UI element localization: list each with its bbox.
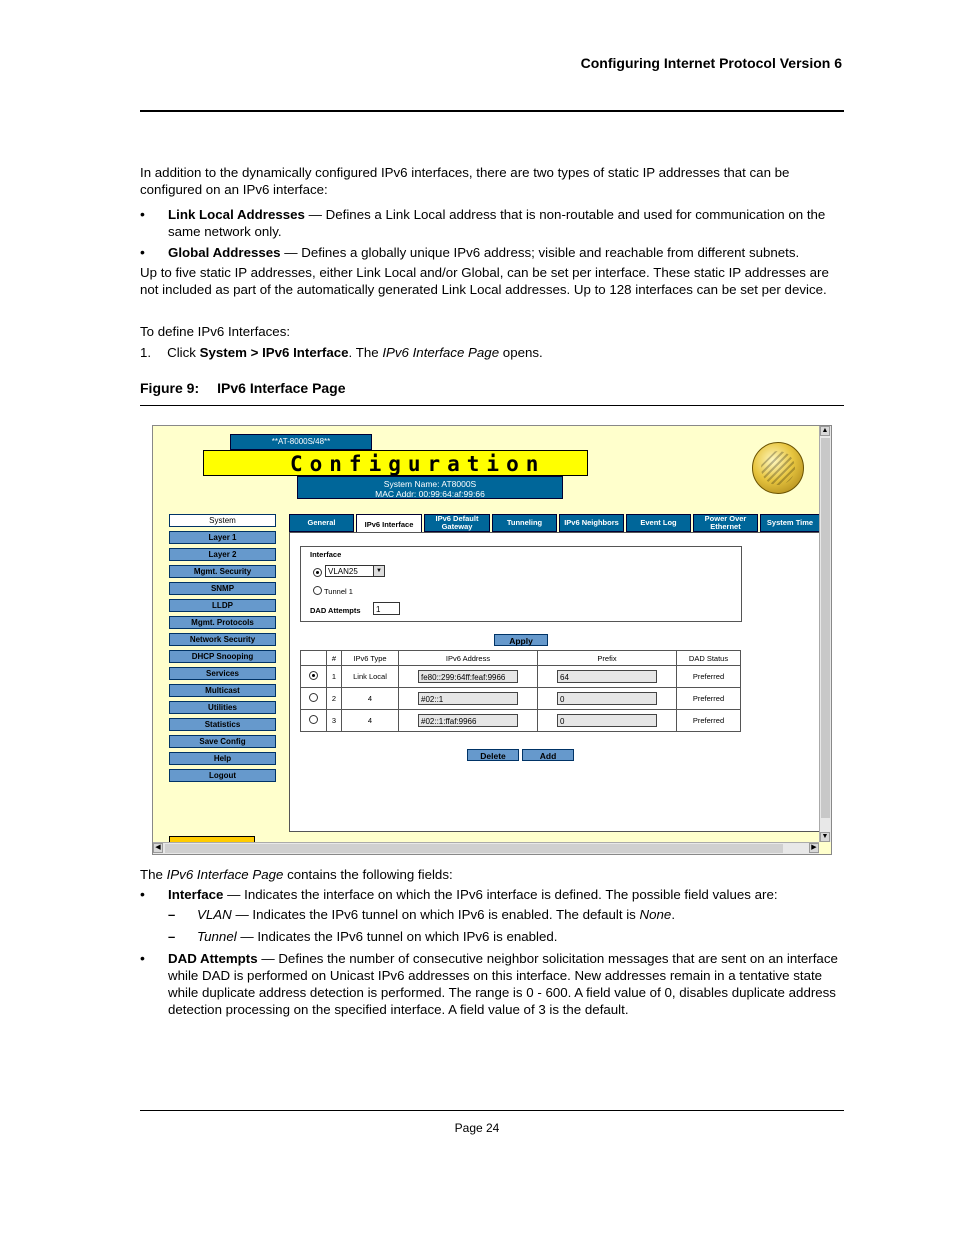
vertical-scrollbar[interactable] — [819, 426, 831, 842]
scroll-up-icon[interactable]: ▲ — [821, 427, 829, 434]
scroll-thumb[interactable] — [165, 844, 783, 853]
step-pre: Click — [167, 345, 200, 360]
nav-save-config[interactable]: Save Config — [169, 735, 276, 748]
header-select — [301, 651, 327, 666]
header-dad-status: DAD Status — [677, 651, 741, 666]
mac-address: MAC Addr: 00:99:64:af:99:66 — [375, 489, 485, 499]
nav-multicast[interactable]: Multicast — [169, 684, 276, 697]
figure-label: Figure 9: — [140, 380, 200, 396]
term: DAD Attempts — [168, 951, 258, 966]
row-radio[interactable] — [309, 715, 318, 724]
tab-tunneling[interactable]: Tunneling — [492, 514, 557, 532]
tab-ipv6-neighbors[interactable]: IPv6 Neighbors — [559, 514, 624, 532]
ipv6-address-field[interactable]: #02::1:ffaf:9966 — [418, 714, 518, 727]
row-prefix-cell — [538, 666, 677, 688]
nav-utilities[interactable]: Utilities — [169, 701, 276, 714]
desc: — Indicates the IPv6 tunnel on which IPv6 is enabled. — [236, 929, 558, 944]
system-info — [297, 476, 563, 499]
text: contains the following fields: — [283, 867, 453, 882]
table-header-row — [301, 651, 741, 666]
bullet-link-local — [168, 206, 843, 240]
field-dad-attempts — [168, 950, 843, 1018]
tab-general[interactable]: General — [289, 514, 354, 532]
row-radio[interactable] — [309, 693, 318, 702]
figure-caption — [140, 380, 346, 396]
nav-lldp[interactable]: LLDP — [169, 599, 276, 612]
device-label: **AT-8000S/48** — [230, 434, 372, 450]
text: . — [671, 907, 676, 922]
nav-mgmt-security[interactable]: Mgmt. Security — [169, 565, 276, 578]
scroll-down-icon[interactable]: ▼ — [821, 833, 829, 840]
nav-system[interactable]: System — [169, 514, 276, 527]
tab-ipv6-interface[interactable]: IPv6 Interface — [356, 514, 422, 534]
system-name: System Name: AT8000S — [383, 479, 477, 489]
subfield-tunnel — [197, 929, 557, 944]
row-type: 4 — [342, 688, 399, 710]
header-ipv6-address: IPv6 Address — [399, 651, 538, 666]
row-type: Link Local — [342, 666, 399, 688]
chapter-title: Configuring Internet Protocol Version 6 — [580, 55, 842, 71]
row-number: 3 — [327, 710, 342, 732]
apply-button[interactable]: Apply — [494, 634, 548, 646]
term: Global Addresses — [168, 245, 281, 260]
desc: — Indicates the IPv6 tunnel on which IPv6 is enabled. The default is — [231, 907, 640, 922]
term: Tunnel — [197, 929, 237, 944]
term: VLAN — [197, 907, 232, 922]
row-prefix-cell — [538, 710, 677, 732]
screenshot-figure — [152, 425, 832, 855]
row-select-cell — [301, 710, 327, 732]
table-row — [301, 666, 741, 688]
step-post: opens. — [499, 345, 543, 360]
tab-system-time[interactable]: System Time — [760, 514, 820, 532]
tab-power-over-ethernet[interactable]: Power Over Ethernet — [693, 514, 758, 532]
desc: — Defines a Link Local address that is non-routable and used for communication on the same network only. — [168, 207, 826, 239]
nav-layer-2[interactable]: Layer 2 — [169, 548, 276, 561]
tunnel-label: Tunnel 1 — [324, 587, 353, 596]
tab-event-log[interactable]: Event Log — [626, 514, 691, 532]
scroll-thumb[interactable] — [821, 438, 830, 818]
figure-title: IPv6 Interface Page — [217, 380, 346, 396]
desc: — Defines the number of consecutive neighbor solicitation messages that are sent on an interface while DAD is performed on Unicast IPv6 addresses on this interface. New addresses remain in a tentative state while duplicate address detection is performed. The range is 0 - 600. A field value of 0, disables duplicate address detection processing on the specified interface. A field value of 3 is the default. — [168, 951, 838, 1017]
term: Interface — [168, 887, 224, 902]
vlan-value: VLAN25 — [328, 567, 358, 576]
row-prefix-cell — [538, 688, 677, 710]
nav-layer-1[interactable]: Layer 1 — [169, 531, 276, 544]
table-row — [301, 710, 741, 732]
figure-rule — [140, 405, 844, 406]
scroll-right-icon[interactable]: ▶ — [809, 843, 819, 853]
step-1 — [140, 344, 845, 361]
term: Link Local Addresses — [168, 207, 305, 222]
prefix-field[interactable]: 0 — [557, 714, 657, 727]
row-status: Preferred — [677, 710, 741, 732]
dash: – — [168, 929, 176, 944]
globe-logo-icon — [752, 442, 804, 494]
table-row — [301, 688, 741, 710]
intro-paragraph: In addition to the dynamically configured IPv6 interfaces, there are two types of static IP addresses that can be configured on an IPv6 interface: — [140, 165, 790, 197]
footer-rule — [140, 1110, 844, 1111]
vlan-select[interactable] — [325, 565, 385, 577]
subfield-vlan — [197, 907, 675, 922]
row-status: Preferred — [677, 666, 741, 688]
row-radio[interactable] — [309, 671, 318, 680]
nav-network-security[interactable]: Network Security — [169, 633, 276, 646]
dash: – — [168, 907, 176, 922]
chevron-down-icon: ▼ — [373, 566, 384, 576]
text: The — [140, 867, 167, 882]
ipv6-address-field[interactable]: #02::1 — [418, 692, 518, 705]
header-ipv6-type: IPv6 Type — [342, 651, 399, 666]
define-intro: To define IPv6 Interfaces: — [140, 324, 291, 339]
step-page-name: IPv6 Interface Page — [382, 345, 500, 360]
nav-snmp[interactable]: SNMP — [169, 582, 276, 595]
default-value: None — [639, 907, 672, 922]
nav-logout[interactable]: Logout — [169, 769, 276, 782]
row-address-cell — [399, 666, 538, 688]
header-rule — [140, 110, 844, 112]
bullet-global — [168, 244, 843, 261]
horizontal-scrollbar[interactable] — [153, 842, 819, 854]
scroll-left-icon[interactable]: ◀ — [153, 843, 163, 853]
bullet-dot: • — [140, 244, 145, 260]
fields-intro — [140, 866, 845, 883]
row-type: 4 — [342, 710, 399, 732]
bullet-dot: • — [140, 886, 145, 902]
desc: — Indicates the interface on which the IPv6 interface is defined. The possible field values are: — [223, 887, 778, 902]
bullet-dot: • — [140, 206, 145, 222]
delete-button[interactable]: Delete — [467, 749, 519, 761]
ipv6-address-table — [300, 650, 741, 732]
nav-mgmt-protocols[interactable]: Mgmt. Protocols — [169, 616, 276, 629]
static-address-paragraph: Up to five static IP addresses, either Link Local and/or Global, can be set per interface. These static IP addresses are not included as part of the automatically generated Link Local addresses. Up to 128 interfaces can be set per device. — [140, 265, 829, 297]
prefix-field[interactable]: 0 — [557, 692, 657, 705]
step-number: 1. — [140, 345, 152, 360]
nav-services[interactable]: Services — [169, 667, 276, 680]
desc: — Defines a globally unique IPv6 address; visible and reachable from different subnets. — [280, 245, 800, 260]
row-select-cell — [301, 688, 327, 710]
bullet-dot: • — [140, 950, 145, 966]
page-number: Page 24 — [454, 1121, 500, 1135]
page-name: IPv6 Interface Page — [166, 867, 284, 882]
screenshot-content — [153, 426, 819, 842]
ipv6-address-field[interactable]: fe80::299:64ff:feaf:9966 — [418, 670, 518, 683]
row-status: Preferred — [677, 688, 741, 710]
dad-attempts-input[interactable]: 1 — [373, 602, 400, 615]
row-number: 2 — [327, 688, 342, 710]
configuration-banner: Configuration — [203, 450, 588, 476]
prefix-field[interactable]: 64 — [557, 670, 657, 683]
row-address-cell — [399, 710, 538, 732]
step-mid: . The — [348, 345, 383, 360]
nav-statistics[interactable]: Statistics — [169, 718, 276, 731]
field-interface — [168, 886, 843, 903]
header-prefix: Prefix — [538, 651, 677, 666]
vlan-radio[interactable] — [313, 568, 322, 577]
interface-box — [300, 546, 742, 622]
tunnel-radio[interactable] — [313, 586, 322, 595]
tab-ipv6-default-gateway[interactable]: IPv6 Default Gateway — [424, 514, 490, 532]
step-menu-path: System > IPv6 Interface — [199, 345, 349, 360]
row-address-cell — [399, 688, 538, 710]
interface-label: Interface — [310, 550, 342, 559]
nav-dhcp-snooping[interactable]: DHCP Snooping — [169, 650, 276, 663]
dad-attempts-label: DAD Attempts — [310, 606, 361, 615]
row-select-cell — [301, 666, 327, 688]
header-number: # — [327, 651, 342, 666]
add-button[interactable]: Add — [522, 749, 574, 761]
row-number: 1 — [327, 666, 342, 688]
nav-help[interactable]: Help — [169, 752, 276, 765]
